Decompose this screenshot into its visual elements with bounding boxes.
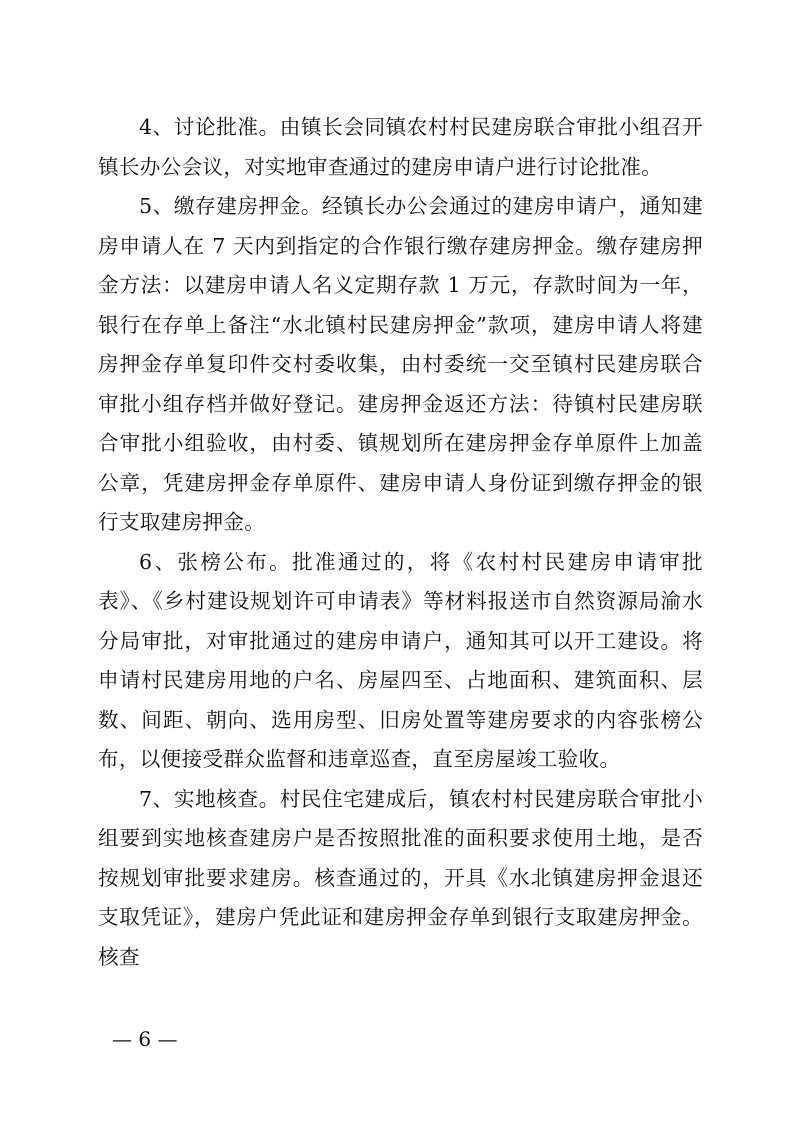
paragraph-deposit: 5、缴存建房押金。经镇长办公会通过的建房申请户，通知建房申请人在 7 天内到指定的合作银行缴存建房押金。缴存建房押金方法：以建房申请人名义定期存款 1 万元，存款时间为一年，银行在存单上备注“水北镇村民建房押金”款项，建房申请人将建房押金存单复印件交村委收集，由村委统一交至镇村民建房联合审批小组存档并做好登记。建房押金返还方法：待镇村民建房联合审批小组验收，由村委、镇规划所在建房押金存单原件上加盖公章，凭建房押金存单原件、建房申请人身份证到缴存押金的银行支取建房押金。	[98, 194, 703, 534]
paragraph-discussion-approval: 4、讨论批准。由镇长会同镇农村村民建房联合审批小组召开镇长办公会议，对实地审查通过的建房申请户进行讨论批准。	[98, 115, 703, 179]
paragraph-public-notice: 6、张榜公布。批准通过的，将《农村村民建房申请审批表》、《乡村建设规划许可申请表》等材料报送市自然资源局渝水分局审批，对审批通过的建房申请户，通知其可以开工建设。将申请村民建房用地的户名、房屋四至、占地面积、建筑面积、层数、间距、朝向、选用房型、旧房处置等建房要求的内容张榜公布，以便接受群众监督和违章巡查，直至房屋竣工验收。	[98, 549, 703, 771]
page-number: — 6 —	[112, 1027, 178, 1051]
document-body	[98, 108, 703, 977]
paragraph-site-inspection: 7、实地核查。村民住宅建成后，镇农村村民建房联合审批小组要到实地核查建房户是否按照批准的面积要求使用土地，是否按规划审批要求建房。核查通过的，开具《水北镇建房押金退还支取凭证》，建房户凭此证和建房押金存单到银行支取建房押金。核查	[98, 786, 703, 969]
